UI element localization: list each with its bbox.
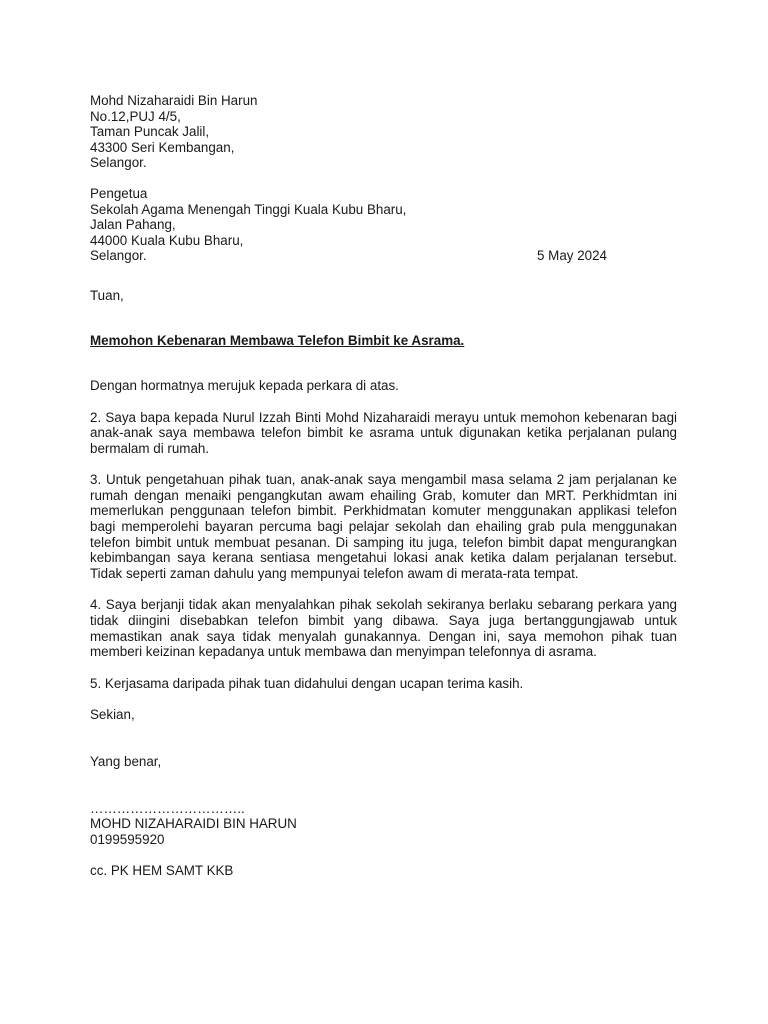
letter-subject: Memohon Kebenaran Membawa Telefon Bimbit ke Asrama. [90,332,465,348]
signatory-name: MOHD NIZAHARAIDI BIN HARUN [90,816,297,832]
sender-address-line: 43300 Seri Kembangan, [90,139,235,155]
salutation: Tuan, [90,287,124,303]
sender-address-line: Selangor. [90,155,147,171]
sender-address-line: No.12,PUJ 4/5, [90,108,181,124]
body-paragraph: 3. Untuk pengetahuan pihak tuan, anak-anak saya mengambil masa selama 2 jam perjalanan ke rumah dengan menaiki pengangkutan awam ehailing Grab, komuter dan MRT. Perkhidmtan ini memerlukan penggunaan telefon bimbit. Perkhidmatan komuter menggunakan applikasi telefon bagi memperolehi bayaran percuma bagi pelajar sekolah dan ehailing grab pula menggunakan telefon bimbit untuk membuat pesanan. Di samping itu juga, telefon bimbit dapat mengurangkan kebimbangan saya kerana sentiasa mengetahui lokasi anak ketika dalam perjalanan tersebut. Tidak seperti zaman dahulu yang mempunyai telefon awam di merata-rata tempat. [90,472,677,581]
recipient-address-line: Selangor. [90,248,147,264]
recipient-address [90,186,677,264]
sender-address [90,93,677,171]
signatory-phone: 0199595920 [90,831,165,847]
cc-line: cc. PK HEM SAMT KKB [90,863,234,879]
recipient-title: Pengetua [90,185,148,201]
body-paragraph: 2. Saya bapa kepada Nurul Izzah Binti Mohd Nizaharaidi merayu untuk memohon kebenaran bagi anak-anak saya membawa telefon bimbit ke asrama untuk digunakan ketika perjalanan pulang bermalam di rumah. [90,409,677,456]
recipient-address-line: 44000 Kuala Kubu Bharu, [90,232,244,248]
recipient-address-line: Jalan Pahang, [90,217,176,233]
body-paragraph: 5. Kerjasama daripada pihak tuan didahului dengan ucapan terima kasih. [90,675,524,691]
sign-off: Yang benar, [90,754,162,769]
state-and-date-row [90,248,607,264]
closing: Sekian, [90,707,135,723]
body-paragraph: 4. Saya berjanji tidak akan menyalahkan pihak sekolah sekiranya berlaku sebarang perkara yang tidak diingini disebabkan telefon bimbit yang dibawa. Saya juga bertanggungjawab untuk memastikan anak saya tidak menyalah gunakannya. Dengan ini, saya memohon pihak tuan memberi keizinan kepadanya untuk membawa dan menyimpan telefonnya di asrama. [90,597,677,660]
sender-name: Mohd Nizaharaidi Bin Harun [90,93,258,108]
opening-line: Dengan hormatnya merujuk kepada perkara di atas. [90,377,399,393]
letter-date: 5 May 2024 [537,248,607,264]
letter-page [90,93,677,879]
sender-address-line: Taman Puncak Jalil, [90,124,210,140]
signature-line: …………………………….. [90,800,245,816]
recipient-address-line: Sekolah Agama Menengah Tinggi Kuala Kubu Bharu, [90,201,407,217]
